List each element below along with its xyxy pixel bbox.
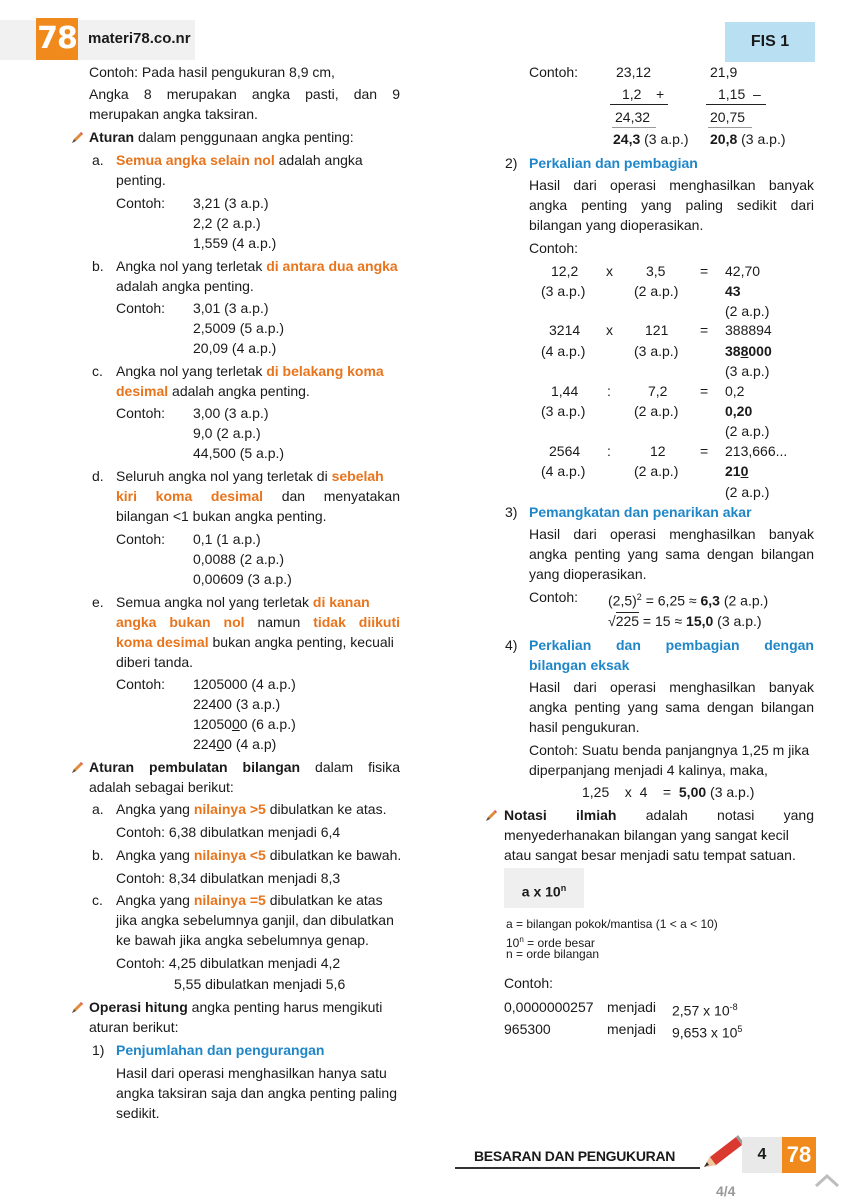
calc-final-ap: (2 a.p.)	[725, 423, 770, 439]
sci-example-word: menjadi	[607, 999, 657, 1015]
sub-operand-2: 1,15	[718, 86, 746, 102]
item-d-text: Seluruh angka nol yang terletak di sebelah	[116, 468, 384, 484]
calc-equals: =	[700, 322, 709, 338]
round-c-example-2: 5,55 dibulatkan menjadi 5,6	[174, 976, 346, 992]
example-intro: Contoh: Pada hasil pengukuran 8,9 cm,	[89, 64, 335, 80]
op2-text-3: bilangan yang dioperasikan.	[529, 217, 704, 233]
calc-final-ap: (3 a.p.)	[725, 363, 770, 379]
item-e-text: Semua angka nol yang terletak di kanan	[116, 594, 370, 610]
definition-a: a = bilangan pokok/mantisa (1 < a < 10)	[506, 917, 718, 931]
example-value: 1205000 (6 a.p.)	[193, 716, 296, 732]
calc-ap-a: (4 a.p.)	[541, 463, 586, 479]
calc-raw-result: 213,666...	[725, 443, 788, 459]
op2-title: Perkalian dan pembagian	[529, 155, 698, 171]
calc-operator: x	[606, 263, 613, 279]
round-b-example: Contoh: 8,34 dibulatkan menjadi 8,3	[116, 870, 341, 886]
logo: 78	[36, 18, 78, 60]
op3-text: Hasil dari operasi menghasilkan banyak	[529, 526, 814, 542]
item-c-text: Angka nol yang terletak di belakang koma	[116, 363, 384, 379]
calc-equals: =	[700, 383, 709, 399]
round-c-label: c.	[92, 892, 103, 908]
op4-calc: 1,25 x 4 = 5,00 (3 a.p.)	[582, 784, 755, 800]
calc-final-result: 43	[725, 283, 741, 299]
example-value: 1205000 (4 a.p.)	[193, 676, 296, 692]
item-c-text-2: desimal adalah angka penting.	[116, 383, 310, 399]
sub-operand-1: 21,9	[710, 64, 738, 80]
op1-text-3: sedikit.	[116, 1105, 160, 1121]
op3-text-2: angka penting yang sama dengan bilangan	[529, 546, 814, 562]
example-intro-line2: Angka 8 merupakan angka pasti, dan 9	[89, 86, 400, 102]
round-c-text: Angka yang nilainya =5 dibulatkan ke atas	[116, 892, 383, 908]
item-d-text-3: bilangan <1 bukan angka penting.	[116, 508, 327, 524]
calc-ap-b: (2 a.p.)	[634, 283, 679, 299]
item-d-label: d.	[92, 468, 104, 484]
item-a-text-2: penting.	[116, 172, 166, 188]
round-b-label: b.	[92, 847, 104, 863]
notation-text-3: atau sangat besar menjadi satu tempat satuan.	[504, 847, 796, 863]
example-value: 0,00609 (3 a.p.)	[193, 571, 292, 587]
formula-box: a x 10$^n$	[504, 868, 584, 908]
calc-ap-a: (4 a.p.)	[541, 343, 586, 359]
add-result: 24,32	[615, 109, 651, 125]
calc-operand-a: 2564	[549, 443, 581, 459]
op1-text: Hasil dari operasi menghasilkan hanya satu	[116, 1065, 387, 1081]
pencil-icon	[484, 809, 498, 823]
calc-operand-b: 7,2	[648, 383, 668, 399]
calc-operand-b: 3,5	[646, 263, 666, 279]
item-b-label: b.	[92, 258, 104, 274]
calc-final-result: 388000	[725, 343, 772, 359]
calc-ap-b: (2 a.p.)	[634, 403, 679, 419]
calc-final-result: 0,20	[725, 403, 753, 419]
add-final: 24,3 (3 a.p.)	[613, 131, 689, 147]
calc-raw-result: 42,70	[725, 263, 761, 279]
contoh-label: Contoh:	[116, 676, 166, 692]
round-a-example: Contoh: 6,38 dibulatkan menjadi 6,4	[116, 824, 341, 840]
op4-example-2: diperpanjang menjadi 4 kalinya, maka,	[529, 762, 768, 778]
calc-operator: :	[607, 443, 611, 459]
op1-title: Penjumlahan dan pengurangan	[116, 1042, 325, 1058]
contoh-label: Contoh:	[529, 64, 579, 80]
item-e-text-2: angka bukan nol namun tidak diikuti	[116, 614, 401, 630]
example-value: 3,01 (3 a.p.)	[193, 300, 269, 316]
pencil-icon	[70, 1001, 84, 1015]
contoh-label: Contoh:	[504, 975, 554, 991]
pencil-icon	[70, 131, 84, 145]
round-a-label: a.	[92, 801, 104, 817]
sci-example-result: 2,57 x $10^{-8}$	[672, 1002, 738, 1019]
contoh-label: Contoh:	[116, 531, 166, 547]
example-value: 0,1 (1 a.p.)	[193, 531, 261, 547]
round-c-text-3: ke bawah jika angka sebelumnya genap.	[116, 932, 369, 948]
item-b-text-2: adalah angka penting.	[116, 278, 254, 294]
contoh-label: Contoh:	[116, 195, 166, 211]
op1-number: 1)	[92, 1042, 105, 1058]
sub-line	[706, 104, 766, 105]
op2-text-2: angka penting yang paling sedikit dari	[529, 197, 814, 213]
sub-result: 20,75	[710, 109, 746, 125]
calc-ap-a: (3 a.p.)	[541, 283, 586, 299]
calc-final-result: 210	[725, 463, 749, 479]
op3-number: 3)	[505, 504, 518, 520]
calc-ap-a: (3 a.p.)	[541, 403, 586, 419]
calc-operator: x	[606, 322, 613, 338]
calc-raw-result: 0,2	[725, 383, 745, 399]
sci-example-result: 9,653 x $10^5$	[672, 1024, 743, 1041]
contoh-label: Contoh:	[529, 589, 579, 605]
power-example: $(2,5)^2 = 6,25 \approx 6,3$ (2 a.p.)	[608, 592, 769, 609]
round-c-text-2: jika angka sebelumnya ganjil, dan dibulatkan	[116, 912, 394, 928]
example-value: 2,5009 (5 a.p.)	[193, 320, 285, 336]
op4-number: 4)	[505, 637, 518, 653]
op4-example: Contoh: Suatu benda panjangnya 1,25 m jika	[529, 742, 810, 758]
sub-operator: –	[753, 86, 761, 102]
calc-operator: :	[607, 383, 611, 399]
subject-tab: FIS 1	[725, 22, 815, 62]
op1-text-2: angka taksiran saja dan angka penting paling	[116, 1085, 397, 1101]
footer-pencil-icon	[700, 1133, 746, 1173]
op3-text-3: yang dioperasikan.	[529, 566, 647, 582]
example-value: 3,00 (3 a.p.)	[193, 405, 269, 421]
calc-operand-a: 12,2	[551, 263, 579, 279]
item-a-text: Semua angka selain nol adalah angka	[116, 152, 363, 168]
calc-final-ap: (2 a.p.)	[725, 303, 770, 319]
item-c-label: c.	[92, 363, 103, 379]
scroll-up-icon[interactable]	[812, 1170, 842, 1192]
round-c-example-1: Contoh: 4,25 dibulatkan menjadi 4,2	[116, 955, 341, 971]
item-d-text-2: kiri koma desimal dan menyatakan	[116, 488, 400, 504]
sqrt-icon: √	[608, 613, 616, 629]
contoh-label: Contoh:	[116, 300, 166, 316]
add-line	[610, 104, 668, 105]
calc-final-ap: (2 a.p.)	[725, 484, 770, 500]
calc-ap-b: (2 a.p.)	[634, 463, 679, 479]
op4-title-2: bilangan eksak	[529, 657, 630, 673]
operations-heading-2: aturan berikut:	[89, 1019, 179, 1035]
calc-operand-a: 1,44	[551, 383, 579, 399]
footer-rule	[455, 1167, 700, 1169]
calc-raw-result: 388894	[725, 322, 772, 338]
sub-final: 20,8 (3 a.p.)	[710, 131, 786, 147]
add-operand-2: 1,2	[622, 86, 642, 102]
op4-text: Hasil dari operasi menghasilkan banyak	[529, 679, 814, 695]
definition-n: n = orde bilangan	[506, 947, 600, 961]
notation-heading: Notasi ilmiah adalah notasi yang	[504, 807, 814, 823]
round-a-text: Angka yang nilainya >5 dibulatkan ke atas.	[116, 801, 387, 817]
sub-separator	[708, 127, 752, 128]
add-operand-1: 23,12	[616, 64, 652, 80]
calc-ap-b: (3 a.p.)	[634, 343, 679, 359]
item-e-label: e.	[92, 594, 104, 610]
root-example: √225 = 15 ≈ 15,0 (3 a.p.)	[608, 613, 762, 629]
sci-example-number: 0,0000000257	[504, 999, 594, 1015]
page-indicator: 4/4	[716, 1183, 736, 1199]
op4-title: Perkalian dan pembagian dengan	[529, 637, 814, 653]
example-value: 9,0 (2 a.p.)	[193, 425, 261, 441]
op2-number: 2)	[505, 155, 518, 171]
rounding-heading-2: adalah sebagai berikut:	[89, 779, 234, 795]
example-value: 22400 (4 a.p)	[193, 736, 277, 752]
op2-text: Hasil dari operasi menghasilkan banyak	[529, 177, 814, 193]
example-value: 20,09 (4 a.p.)	[193, 340, 277, 356]
example-value: 2,2 (2 a.p.)	[193, 215, 261, 231]
op4-text-3: hasil pengukuran.	[529, 719, 640, 735]
round-b-text: Angka yang nilainya <5 dibulatkan ke bawah.	[116, 847, 402, 863]
example-intro-line3: merupakan angka taksiran.	[89, 106, 258, 122]
example-value: 0,0088 (2 a.p.)	[193, 551, 285, 567]
op3-title: Pemangkatan dan penarikan akar	[529, 504, 752, 520]
example-value: 22400 (3 a.p.)	[193, 696, 281, 712]
item-b-text: Angka nol yang terletak di antara dua angka	[116, 258, 398, 274]
pencil-icon	[70, 761, 84, 775]
op4-text-2: angka penting yang sama dengan bilangan	[529, 699, 814, 715]
example-value: 44,500 (5 a.p.)	[193, 445, 285, 461]
sci-example-word: menjadi	[607, 1021, 657, 1037]
item-e-text-3: koma desimal bukan angka penting, kecuali	[116, 634, 394, 650]
example-value: 3,21 (3 a.p.)	[193, 195, 269, 211]
sci-example-number: 965300	[504, 1021, 551, 1037]
item-e-text-4: diberi tanda.	[116, 654, 194, 670]
site-name: materi78.co.nr	[88, 30, 191, 47]
definition-order: $10^n$ = orde besar	[506, 935, 595, 950]
rules-heading: Aturan dalam penggunaan angka penting:	[89, 129, 354, 145]
footer-title: BESARAN DAN PENGUKURAN	[474, 1148, 676, 1164]
calc-equals: =	[700, 263, 709, 279]
contoh-label: Contoh:	[529, 240, 579, 256]
operations-heading: Operasi hitung angka penting harus mengikuti	[89, 999, 383, 1015]
footer-logo: 78	[782, 1137, 816, 1173]
page-number: 4	[742, 1137, 782, 1173]
add-operator: +	[656, 86, 665, 102]
add-separator	[612, 127, 656, 128]
calc-operand-a: 3214	[549, 322, 581, 338]
calc-equals: =	[700, 443, 709, 459]
notation-text-2: menyederhanakan bilangan yang sangat kecil	[504, 827, 789, 843]
example-value: 1,559 (4 a.p.)	[193, 235, 277, 251]
rounding-heading: Aturan pembulatan bilangan dalam fisika	[89, 759, 401, 775]
calc-operand-b: 121	[645, 322, 669, 338]
calc-operand-b: 12	[650, 443, 666, 459]
contoh-label: Contoh:	[116, 405, 166, 421]
item-a-label: a.	[92, 152, 104, 168]
